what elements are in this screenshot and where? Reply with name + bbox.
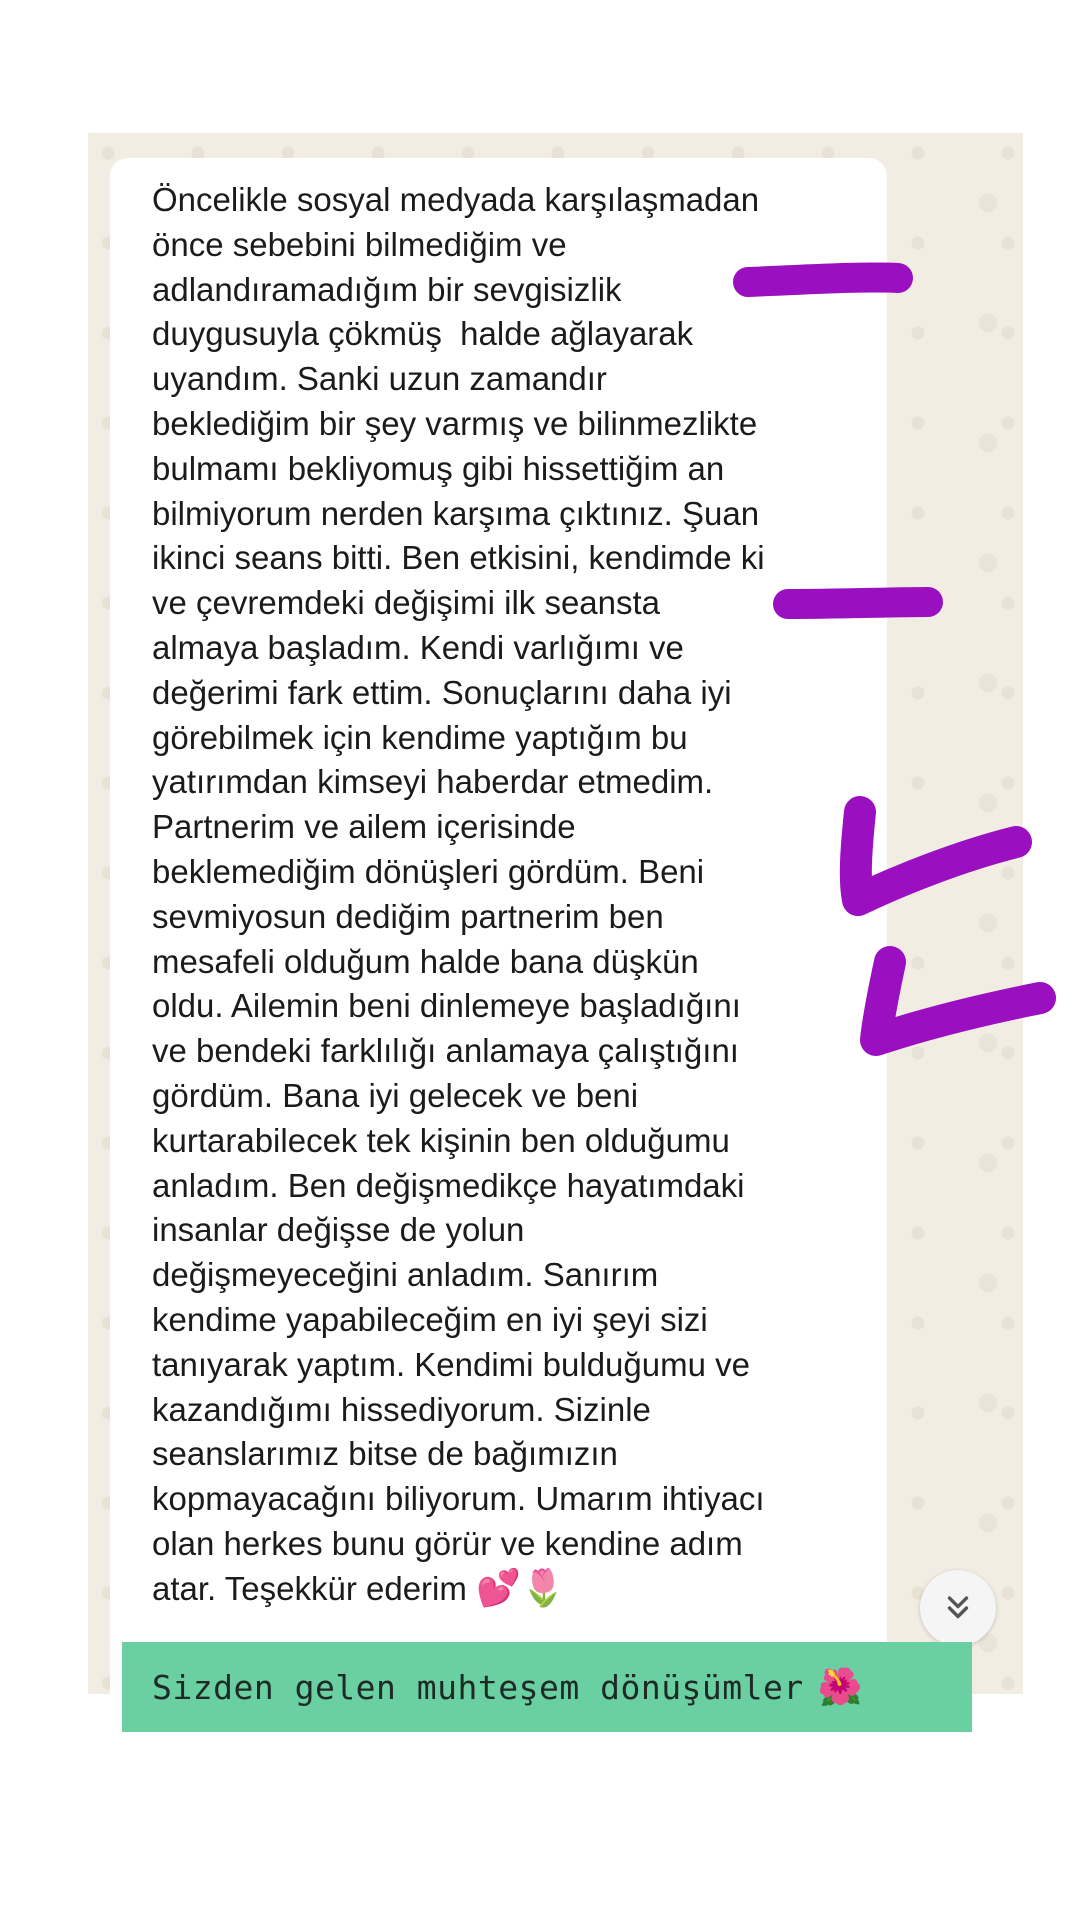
message-line: adlandıramadığım bir sevgisizlik — [152, 270, 622, 308]
message-line: kopmayacağını biliyorum. Umarım ihtiyacı — [152, 1480, 765, 1518]
message-line: önce sebebini bilmediğim ve — [152, 225, 567, 263]
message-line: almaya başladım. Kendi varlığımı ve — [152, 628, 684, 666]
message-line: seanslarımız bitse de bağımızın — [152, 1435, 618, 1473]
message-line: bulmamı bekliyomuş gibi hissettiğim an — [152, 449, 725, 487]
message-line: ve çevremdeki değişimi ilk seansta — [152, 584, 661, 622]
caption-text: Sizden gelen muhteşem dönüşümler — [152, 1667, 804, 1707]
message-line: sevmiyosun dediğim partnerim ben — [152, 897, 664, 935]
message-line: mesafeli olduğum halde bana düşkün — [152, 942, 699, 980]
message-line: uyandım. Sanki uzun zamandır — [152, 360, 607, 398]
message-line: Öncelikle sosyal medyada karşılaşmadan — [152, 181, 760, 218]
message-line: duygusuyla çökmüş halde ağlayarak — [152, 315, 694, 353]
message-line: oldu. Ailemin beni dinlemeye başladığını — [152, 987, 741, 1025]
hibiscus-emoji: 🌺 — [817, 1666, 863, 1707]
message-text — [152, 178, 857, 1612]
message-line: Partnerim ve ailem içerisinde — [152, 808, 576, 846]
scroll-down-button[interactable] — [920, 1570, 996, 1646]
message-line: beklediğim bir şey varmış ve bilinmezlikte — [152, 404, 758, 442]
message-line: insanlar değişse de yolun — [152, 1211, 525, 1249]
double-chevron-down-icon — [941, 1591, 975, 1625]
message-line: kendime yapabileceğim en iyi şeyi sizi — [152, 1300, 708, 1338]
message-last-line: atar. Teşekkür ederim — [152, 1569, 467, 1607]
chat-screenshot — [88, 133, 1023, 1694]
message-line: değişmeyeceğini anladım. Sanırım — [152, 1256, 659, 1294]
message-line: gördüm. Bana iyi gelecek ve beni — [152, 1076, 639, 1114]
message-line: değerimi fark ettim. Sonuçlarını daha iyi — [152, 673, 732, 711]
message-line: kazandığımı hissediyorum. Sizinle — [152, 1390, 651, 1428]
message-line: yatırımdan kimseyi haberdar etmedim. — [152, 763, 714, 801]
message-line: beklemediğim dönüşleri gördüm. Beni — [152, 852, 705, 890]
message-line: ve bendeki farklılığı anlamaya çalıştığını — [152, 1032, 739, 1070]
message-line: tanıyarak yaptım. Kendimi bulduğumu ve — [152, 1345, 750, 1383]
message-line: görebilmek için kendime yaptığım bu — [152, 718, 688, 756]
caption-banner — [122, 1642, 972, 1732]
message-line: kurtarabilecek tek kişinin ben olduğumu — [152, 1121, 730, 1159]
hearts-tulip-emoji: 💕🌷 — [476, 1566, 566, 1608]
message-line: olan herkes bunu görür ve kendine adım — [152, 1524, 743, 1562]
message-bubble — [110, 158, 887, 1694]
message-line: anladım. Ben değişmedikçe hayatımdaki — [152, 1166, 745, 1204]
message-line: bilmiyorum nerden karşıma çıktınız. Şuan — [152, 494, 760, 532]
message-line: ikinci seans bitti. Ben etkisini, kendimde ki — [152, 539, 765, 577]
